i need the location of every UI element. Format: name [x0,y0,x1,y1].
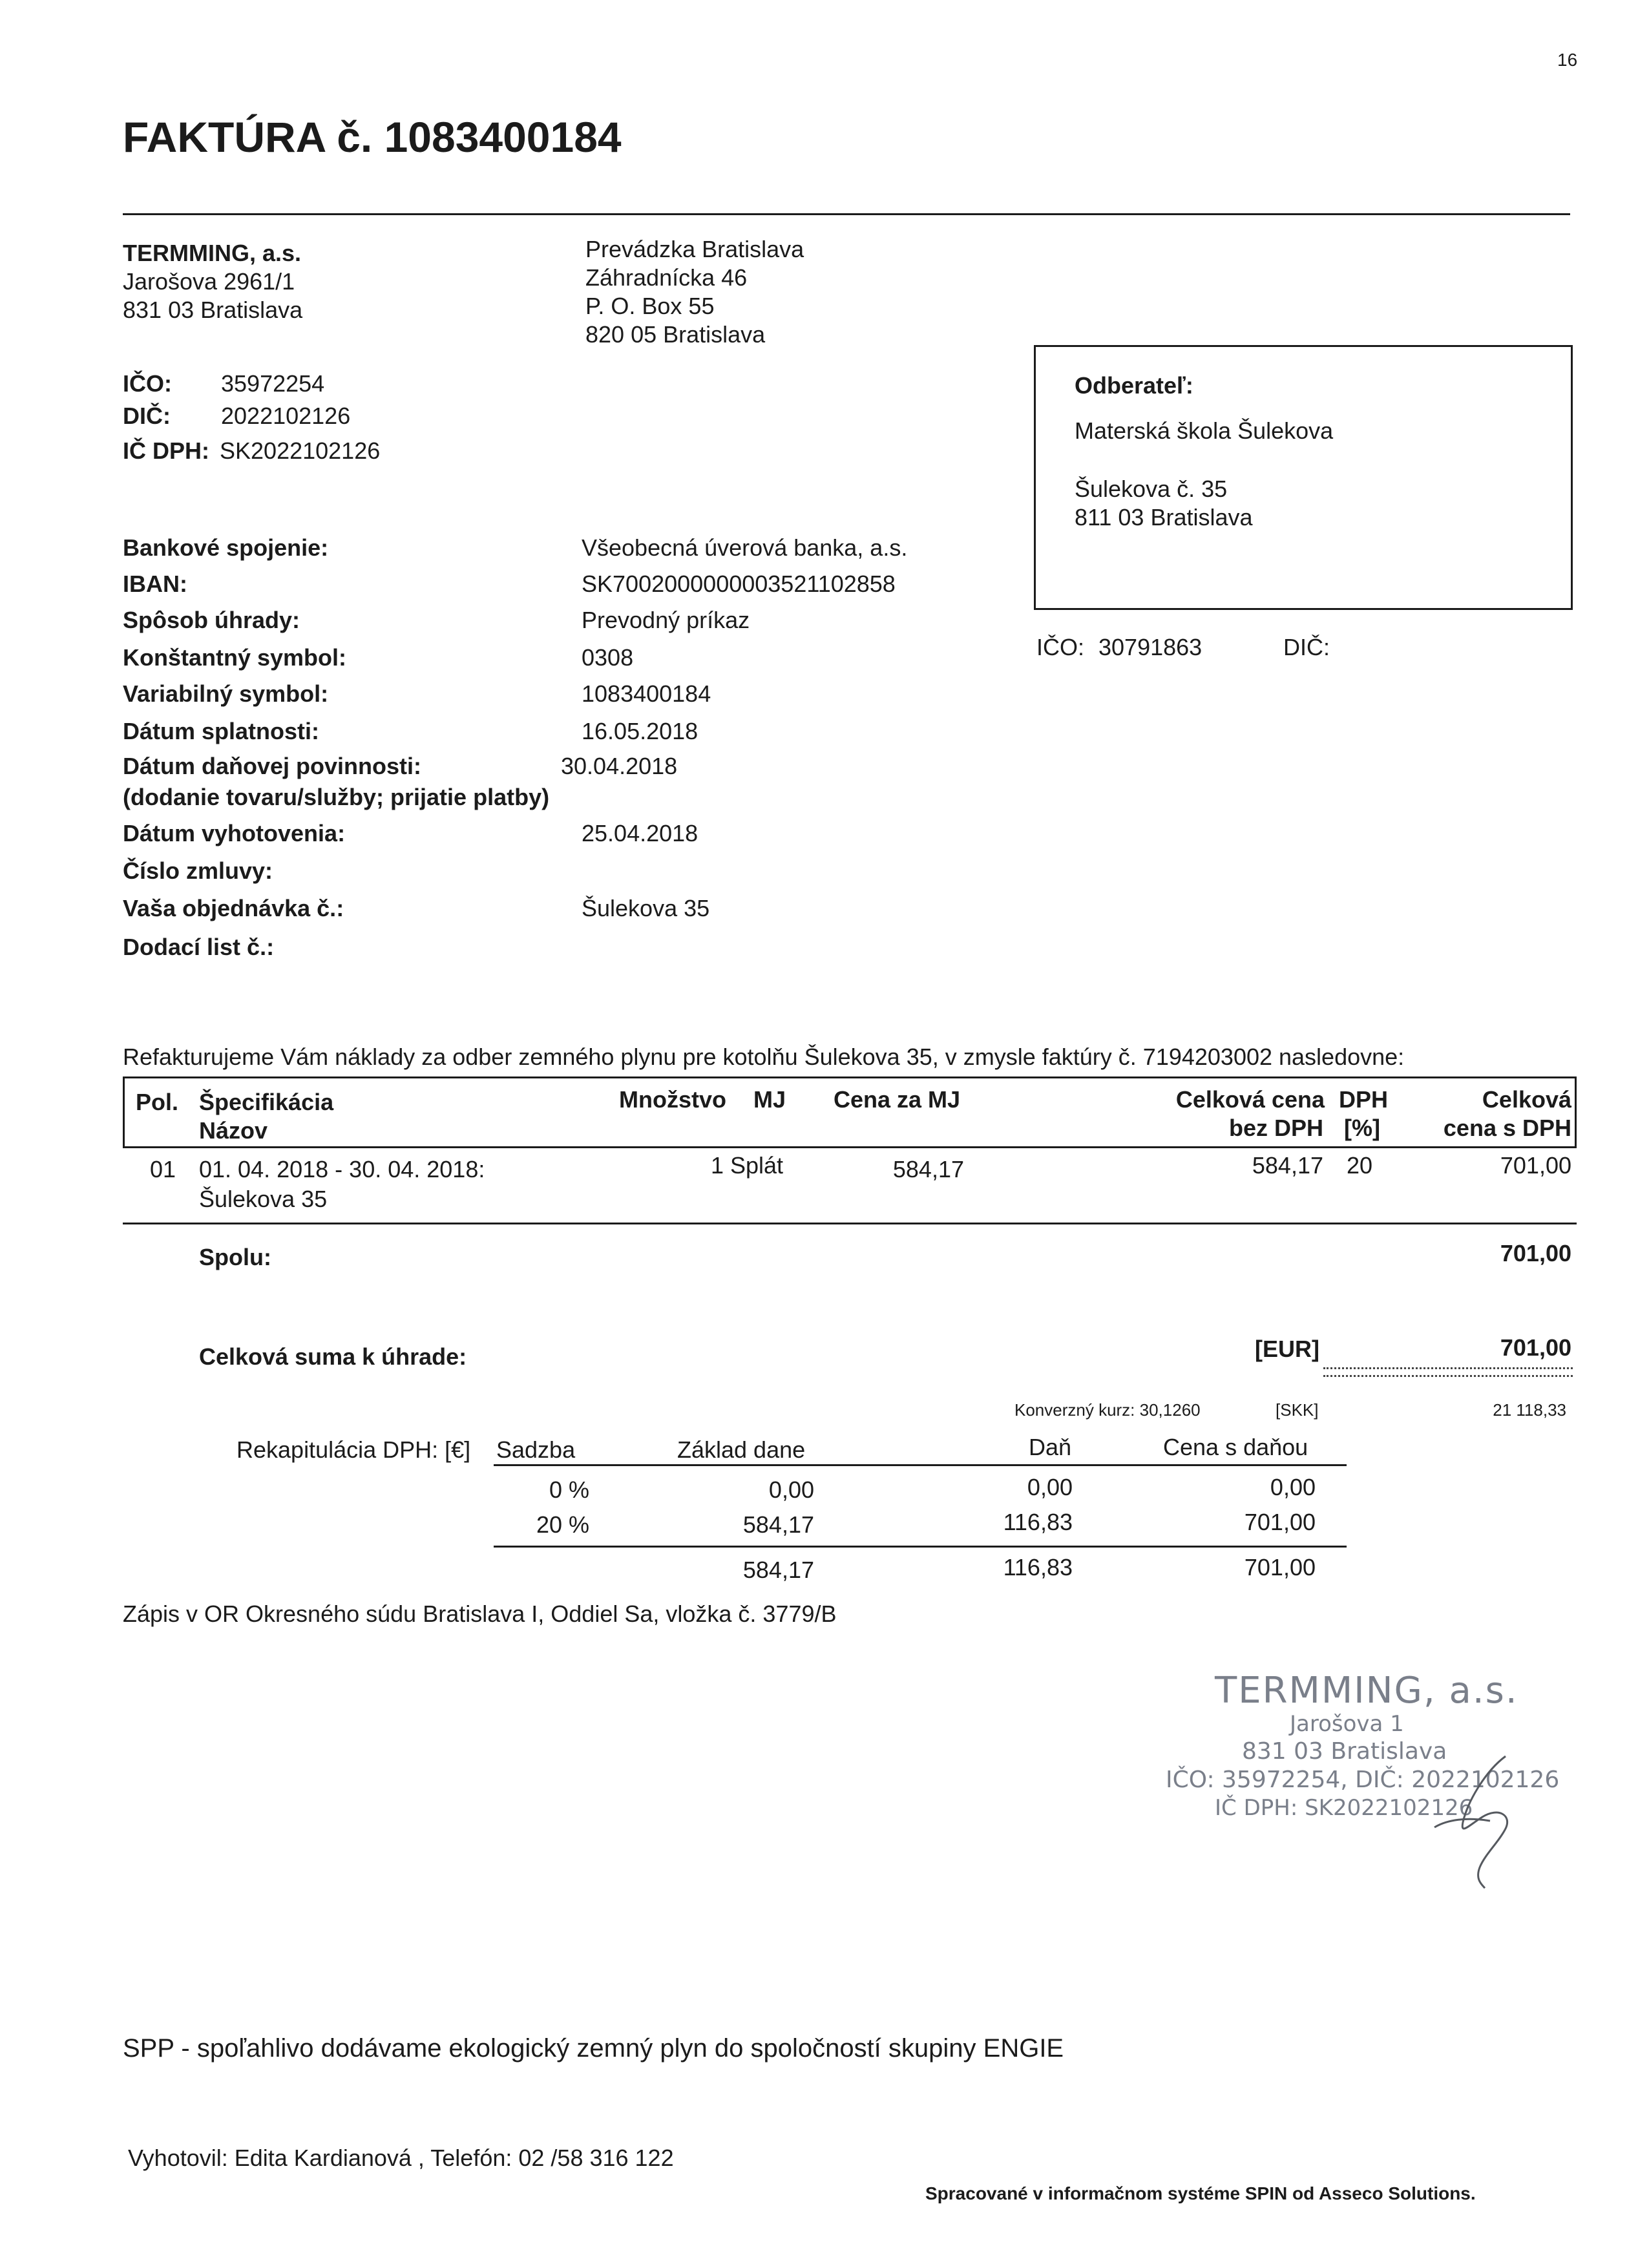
branch-city: 820 05 Bratislava [585,321,766,348]
due-date-value: 16.05.2018 [582,718,698,744]
variable-symbol-value: 1083400184 [582,680,711,707]
system-note: Spracované v informačnom systéme SPIN od Asseco Solutions. [925,2183,1476,2203]
vat-recap-rate: 20 % [536,1511,589,1538]
supplier-dic-label: DIČ: [123,403,171,429]
total-due-dotted-rule [1323,1367,1573,1369]
vat-recap-with: 0,00 [1270,1474,1316,1500]
row-spec-period: 01. 04. 2018 - 30. 04. 2018: [199,1156,485,1182]
vat-recap-header-rule [494,1464,1347,1466]
customer-ico: 30791863 [1098,634,1203,660]
table-right-border [1575,1076,1577,1148]
vat-recap-total-base: 584,17 [742,1557,814,1583]
col-mj-header: MJ [753,1086,786,1113]
branch-street: Záhradnícka 46 [585,264,748,291]
col-qty-header: Množstvo [619,1086,726,1113]
customer-ico-label: IČO: [1036,634,1085,660]
bank-value: Všeobecná úverová banka, a.s. [582,534,908,561]
supplier-ico-label: IČO: [123,370,172,397]
vat-recap-base: 584,17 [742,1511,814,1538]
stamp-company-name: TERMMING, a.s. [1215,1670,1518,1712]
vat-recap-total-rule [494,1546,1347,1548]
vat-recap-base: 0,00 [768,1476,814,1503]
title-divider [123,213,1570,215]
tax-date-label: Dátum daňovej povinnosti: [123,753,422,779]
vat-recap-tax: 116,83 [1003,1509,1073,1535]
stamp-ids: IČO: 35972254, DIČ: 2022102126 [1166,1767,1560,1793]
col-name-header: Názov [199,1117,268,1144]
due-date-label: Dátum splatnosti: [123,718,320,744]
customer-street: Šulekova č. 35 [1075,476,1228,502]
row-gross: 701,00 [1500,1152,1571,1179]
iban-value: SK7002000000003521102858 [582,571,896,597]
col-gross-header-1: Celková [1482,1086,1571,1113]
total-due-currency: [EUR] [1255,1336,1319,1362]
col-vat-header-2: [%] [1344,1115,1380,1141]
iban-label: IBAN: [123,571,187,597]
col-gross-header-2: cena s DPH [1443,1115,1571,1141]
signature-icon [1409,1745,1538,1900]
constant-symbol-value: 0308 [582,644,634,671]
row-total: 584,17 [1252,1152,1323,1179]
variable-symbol-label: Variabilný symbol: [123,680,329,707]
row-vat: 20 [1347,1152,1373,1179]
col-spec-header: Špecifikácia [199,1089,334,1115]
row-qty: 1 [710,1152,724,1179]
tax-date-note: (dodanie tovaru/služby; prijatie platby) [123,784,550,810]
total-due-label: Celková suma k úhrade: [199,1343,467,1370]
col-total-header-1: Celková cena [1175,1086,1325,1113]
sum-label: Spolu: [199,1244,271,1270]
supplier-icdph-label: IČ DPH: [123,437,209,464]
stamp-street: Jarošova 1 [1290,1711,1404,1737]
page-number: 16 [1557,50,1578,70]
row-spec-name: Šulekova 35 [199,1186,328,1212]
skk-label: [SKK] [1276,1400,1319,1420]
row-mj: Splát [730,1152,784,1179]
vat-recap-rate-header: Sadzba [496,1436,576,1463]
supplier-name: TERMMING, a.s. [123,240,302,266]
col-price-header: Cena za MJ [834,1086,961,1113]
delivery-note-label: Dodací list č.: [123,934,275,960]
table-header-bottom [123,1146,1577,1148]
issue-date-label: Dátum vyhotovenia: [123,820,346,846]
bank-label: Bankové spojenie: [123,534,329,561]
vat-recap-total-with: 701,00 [1244,1554,1316,1580]
supplier-dic: 2022102126 [221,403,351,429]
issue-date-value: 25.04.2018 [582,820,698,846]
table-top-border [123,1076,1577,1078]
vat-recap-with: 701,00 [1244,1509,1316,1535]
method-value: Prevodný príkaz [582,607,750,633]
method-label: Spôsob úhrady: [123,607,300,633]
table-left-border [123,1076,125,1148]
vat-recap-base-header: Základ dane [677,1436,806,1463]
invoice-title: FAKTÚRA č. 1083400184 [123,113,622,161]
tax-date-value: 30.04.2018 [561,753,678,779]
col-pol-header: Pol. [136,1089,179,1115]
contract-label: Číslo zmluvy: [123,857,273,884]
vat-recap-total-tax: 116,83 [1003,1554,1073,1580]
sum-value: 701,00 [1500,1240,1571,1266]
total-due-value: 701,00 [1500,1334,1571,1361]
constant-symbol-label: Konštantný symbol: [123,644,347,671]
stamp-vat-id: IČ DPH: SK2022102126 [1215,1795,1473,1821]
intro-text: Refakturujeme Vám náklady za odber zemného plynu pre kotolňu Šulekova 35, v zmysle faktúry č. 7194203002 nasledovne: [123,1044,1405,1070]
table-body-bottom [123,1223,1577,1224]
col-total-header-2: bez DPH [1228,1115,1323,1141]
total-due-dotted-rule-2 [1323,1375,1573,1377]
customer-dic-label: DIČ: [1283,634,1330,660]
vat-recap-tax-header: Daň [1029,1434,1072,1460]
prepared-by: Vyhotovil: Edita Kardianová , Telefón: 02 /58 316 122 [128,2145,674,2171]
stamp-city: 831 03 Bratislava [1242,1738,1447,1765]
order-value: Šulekova 35 [582,895,710,921]
col-vat-header-1: DPH [1339,1086,1389,1113]
vat-recap-rate: 0 % [549,1476,589,1503]
vat-recap-tax: 0,00 [1027,1474,1073,1500]
registry-note: Zápis v OR Okresného súdu Bratislava I, Oddiel Sa, vložka č. 3779/B [123,1601,837,1627]
row-pol: 01 [150,1156,176,1182]
skk-value: 21 118,33 [1493,1400,1566,1420]
vat-recap-label: Rekapitulácia DPH: [€] [236,1436,471,1463]
customer-box [1034,345,1573,610]
vat-recap-with-header: Cena s daňou [1163,1434,1308,1460]
row-price: 584,17 [892,1156,964,1182]
supplier-ico: 35972254 [221,370,325,397]
supplier-street: Jarošova 2961/1 [123,268,295,295]
supplier-icdph: SK2022102126 [220,437,381,464]
order-label: Vaša objednávka č.: [123,895,344,921]
branch-name: Prevádzka Bratislava [585,236,804,262]
customer-label: Odberateľ: [1075,372,1193,399]
customer-name: Materská škola Šulekova [1075,417,1334,444]
slogan: SPP - spoľahlivo dodávame ekologický zemný plyn do spoločností skupiny ENGIE [123,2034,1064,2063]
supplier-city: 831 03 Bratislava [123,297,303,323]
conversion-rate: Konverzný kurz: 30,1260 [1014,1400,1201,1420]
customer-city: 811 03 Bratislava [1075,504,1253,530]
branch-box: P. O. Box 55 [585,293,715,319]
